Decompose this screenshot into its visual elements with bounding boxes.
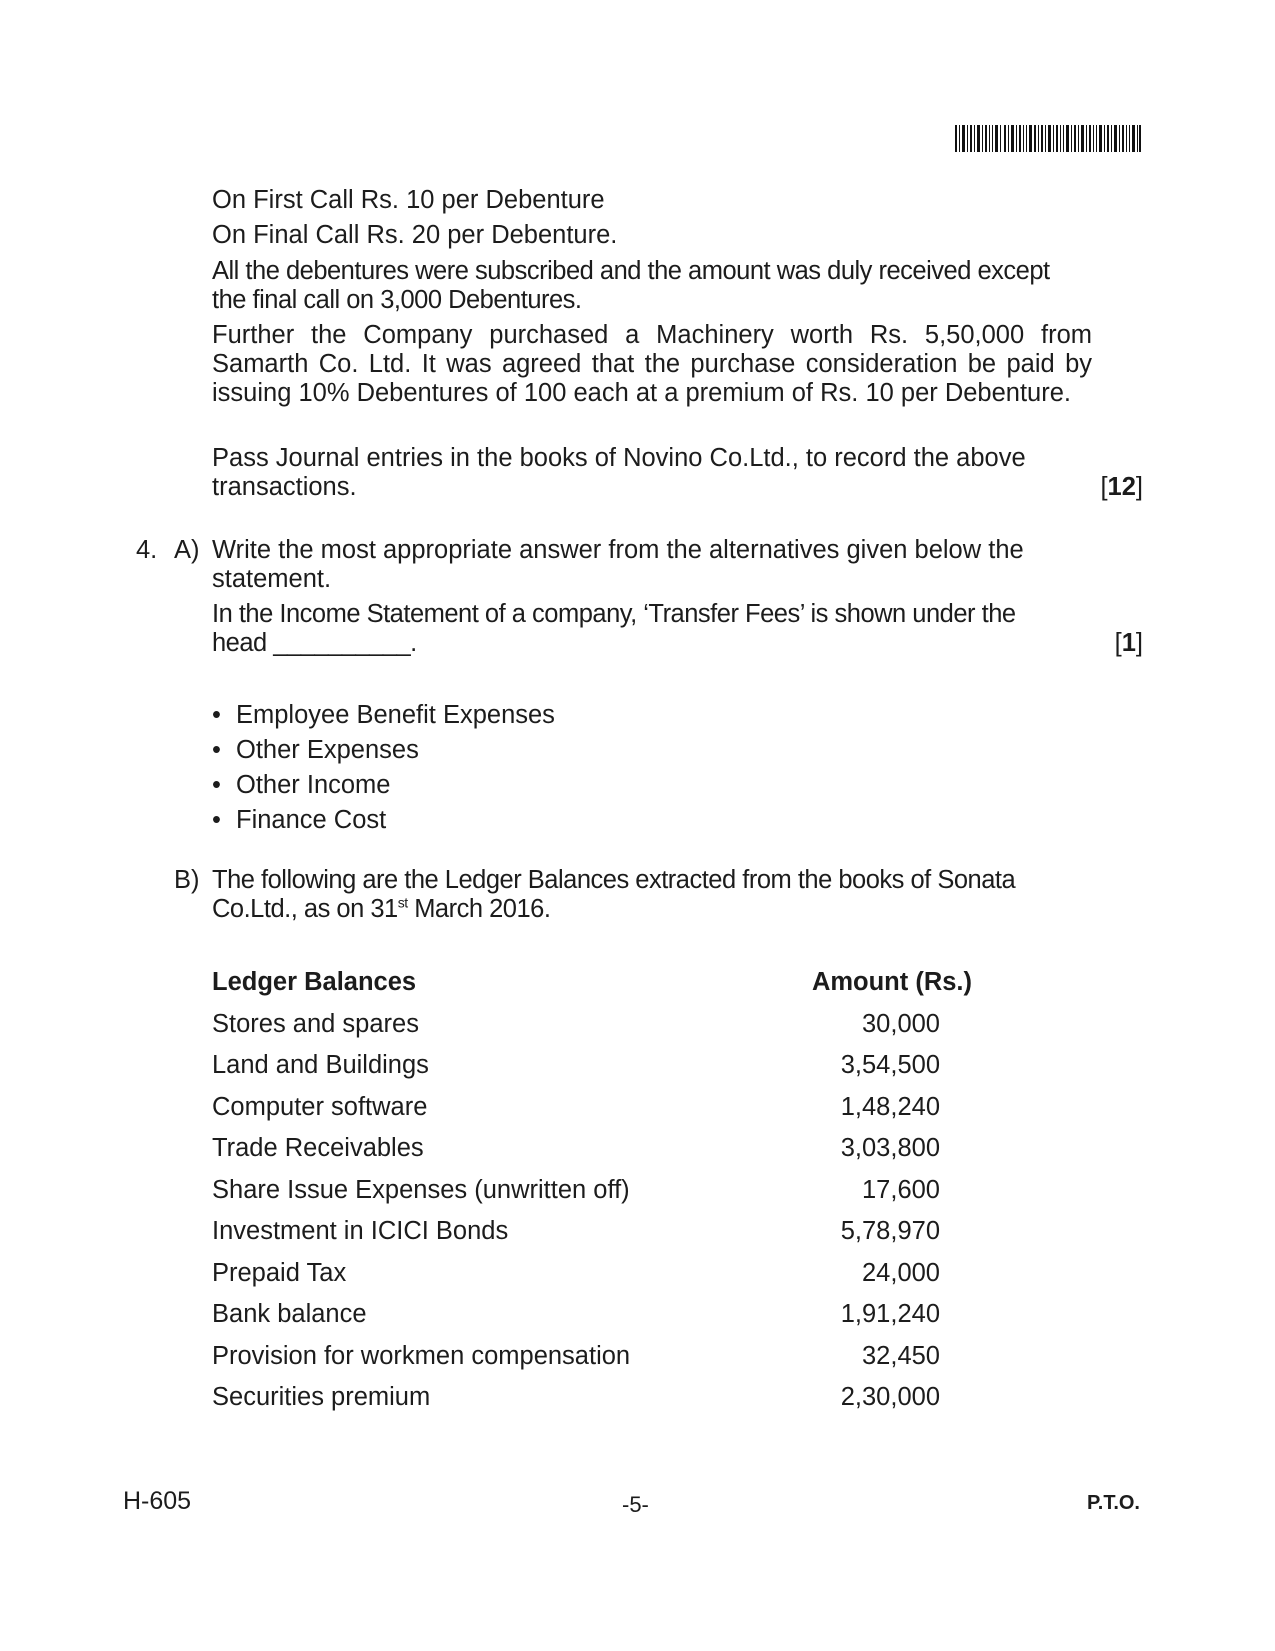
- machinery-paragraph: Further the Company purchased a Machinery worth Rs. 5,50,000 from Samarth Co. Ltd. It was agreed that the purchase consideration be paid by issuing 10% Debentures of 100 each at a premium of Rs. 10 per Debenture.: [212, 321, 1092, 407]
- header-ledger-balances: Ledger Balances: [212, 968, 417, 996]
- table-row: Bank balance 1,91,240: [212, 1300, 940, 1328]
- table-row: Provision for workmen compensation 32,450: [212, 1341, 940, 1370]
- table-row: Computer software 1,48,240: [212, 1092, 940, 1121]
- table-row: Prepaid Tax 24,000: [212, 1258, 940, 1287]
- ledger-table: [212, 965, 972, 1422]
- part-b-intro: The following are the Ledger Balances extracted from the books of Sonata Co.Ltd., as on 31st March 2016.: [212, 866, 1016, 923]
- pto-label: P.T.O.: [1087, 1492, 1140, 1514]
- journal-instruction: Pass Journal entries in the books of Novino Co.Ltd., to record the above transactions.: [212, 444, 1026, 501]
- table-row: Land and Buildings 3,54,500: [212, 1051, 940, 1079]
- table-row: Share Issue Expenses (unwritten off) 17,600: [212, 1175, 940, 1204]
- list-item: • Other Income: [212, 768, 555, 803]
- table-header: [212, 965, 972, 1007]
- header-amount: Amount (Rs.): [811, 968, 972, 996]
- marks-q4a: [1]: [1114, 629, 1143, 657]
- marks-q3: [12]: [1100, 473, 1143, 501]
- final-call-line: On Final Call Rs. 20 per Debenture.: [212, 221, 618, 249]
- part-a-label: A): [174, 536, 200, 564]
- subscription-paragraph: All the debentures were subscribed and the amount was duly received except the final call on 3,000 Debentures.: [212, 257, 1050, 314]
- page-number: -5-: [622, 1492, 649, 1517]
- barcode-icon: [955, 125, 1141, 152]
- list-item: • Other Expenses: [212, 733, 555, 768]
- table-row: Trade Receivables 3,03,800: [212, 1134, 940, 1162]
- part-a-statement: In the Income Statement of a company, ‘Transfer Fees’ is shown under the head __________.: [212, 600, 1016, 657]
- options-list: [212, 698, 555, 838]
- question-number: 4.: [136, 536, 158, 564]
- table-row: Investment in ICICI Bonds 5,78,970: [212, 1217, 940, 1245]
- first-call-line: On First Call Rs. 10 per Debenture: [212, 186, 605, 214]
- paper-code: H-605: [123, 1487, 192, 1515]
- bullet-icon: •: [212, 701, 221, 729]
- table-row: Securities premium 2,30,000: [212, 1383, 940, 1411]
- part-a-instruction: Write the most appropriate answer from the alternatives given below the statement.: [212, 536, 1024, 593]
- part-b-label: B): [174, 866, 200, 894]
- list-item: • Finance Cost: [212, 803, 555, 838]
- bullet-icon: •: [212, 736, 221, 764]
- table-row: Stores and spares 30,000: [212, 1009, 940, 1038]
- bullet-icon: •: [212, 771, 221, 799]
- list-item: • Employee Benefit Expenses: [212, 698, 555, 733]
- bullet-icon: •: [212, 806, 221, 834]
